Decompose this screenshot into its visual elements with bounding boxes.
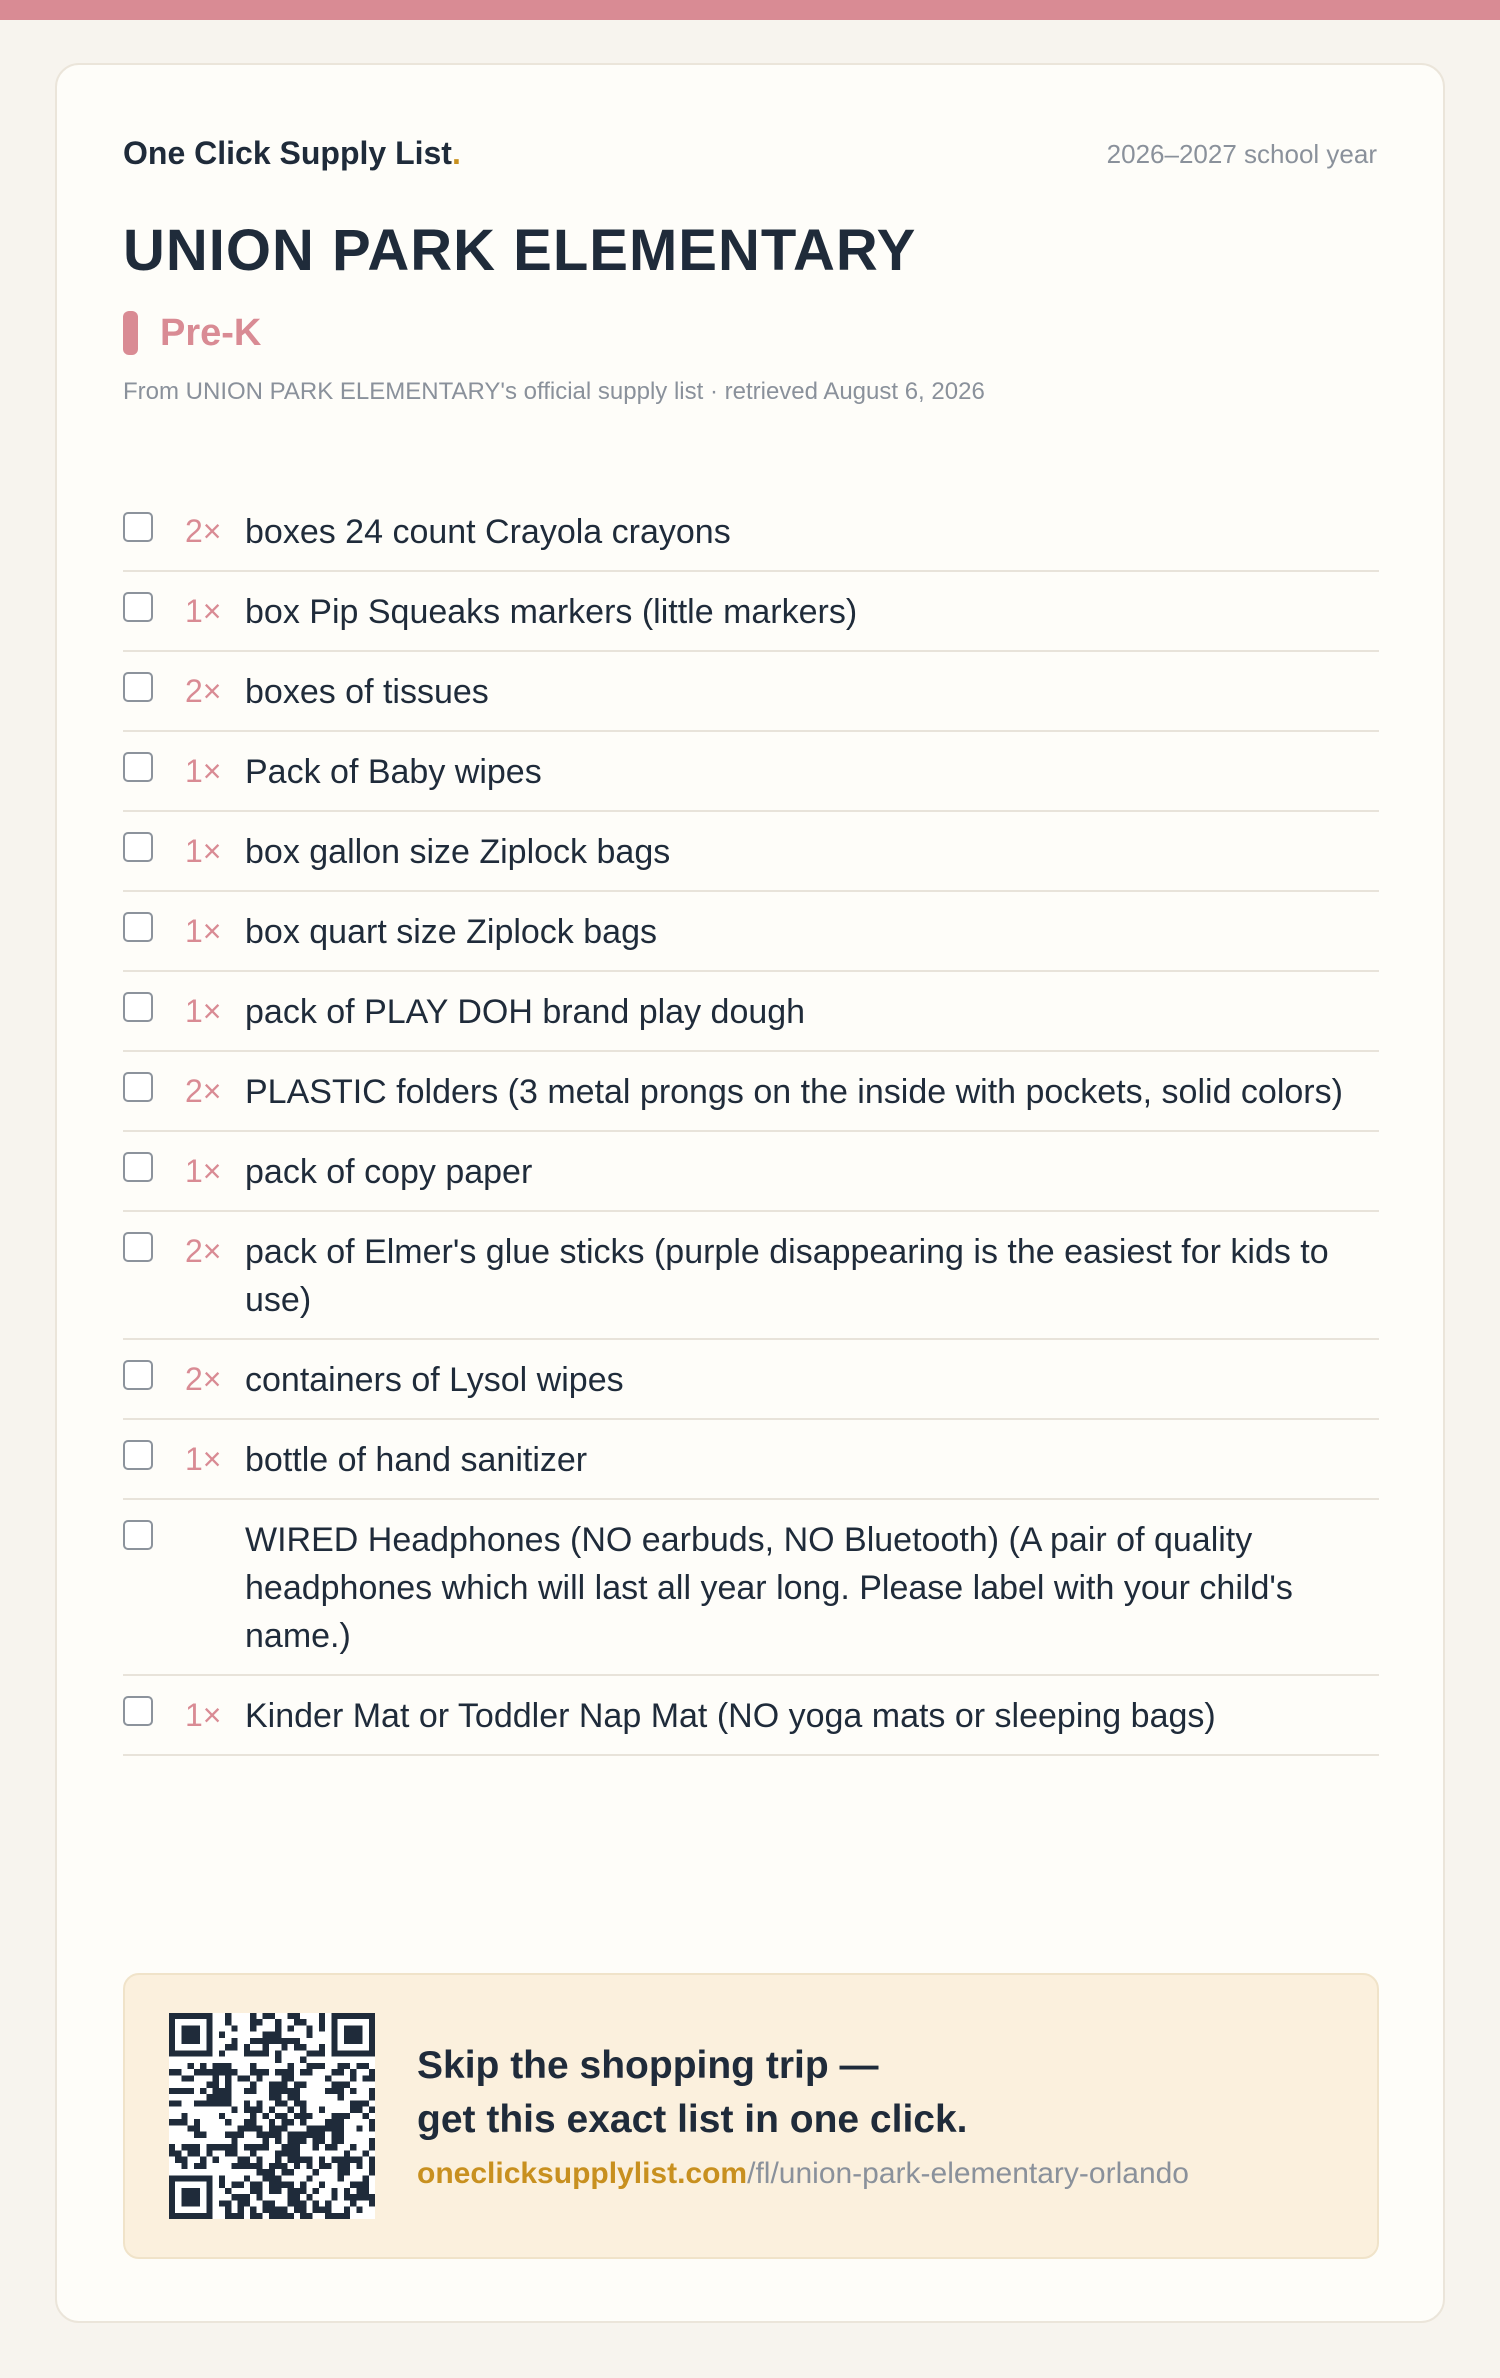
list-item (123, 1132, 1379, 1212)
item-quantity: 1× (185, 913, 222, 949)
item-name: PLASTIC folders (3 metal prongs on the inside with pockets, solid colors) (245, 1073, 1343, 1111)
item-quantity: 1× (185, 1153, 222, 1189)
brand-name: One Click Supply List. (123, 135, 461, 171)
item-name: box gallon size Ziplock bags (245, 833, 671, 871)
item-checkbox[interactable] (123, 832, 153, 862)
school-name: UNION PARK ELEMENTARY (123, 218, 917, 283)
item-checkbox[interactable] (123, 1360, 153, 1390)
item-quantity: 2× (185, 1073, 222, 1109)
grade-heading (123, 311, 261, 355)
item-name: pack of PLAY DOH brand play dough (245, 993, 806, 1031)
item-quantity: 1× (185, 1697, 222, 1733)
item-name: boxes of tissues (245, 673, 489, 711)
item-checkbox[interactable] (123, 1520, 153, 1550)
item-checkbox[interactable] (123, 1696, 153, 1726)
item-checkbox[interactable] (123, 1440, 153, 1470)
item-checkbox[interactable] (123, 1232, 153, 1262)
list-item (123, 1676, 1379, 1756)
item-name: boxes 24 count Crayola crayons (245, 513, 731, 551)
source-note: From UNION PARK ELEMENTARY's official supply list · retrieved August 6, 2026 (123, 378, 985, 405)
promo-headline-line-2: get this exact list in one click. (417, 2098, 968, 2141)
school-year: 2026–2027 school year (1106, 139, 1377, 169)
grade-label: Pre-K (160, 311, 262, 354)
item-name: pack of Elmer's glue sticks (purple disappearing is the easiest for kids to use) (245, 1233, 1329, 1319)
item-checkbox[interactable] (123, 912, 153, 942)
item-checkbox[interactable] (123, 1072, 153, 1102)
supply-item-list (123, 492, 1379, 1756)
list-item (123, 1500, 1379, 1676)
item-quantity: 1× (185, 993, 222, 1029)
list-item (123, 1212, 1379, 1340)
item-checkbox[interactable] (123, 512, 153, 542)
list-item (123, 812, 1379, 892)
list-item (123, 572, 1379, 652)
promo-headline (417, 2039, 968, 2147)
item-name: Kinder Mat or Toddler Nap Mat (NO yoga mats or sleeping bags) (245, 1697, 1216, 1735)
grade-marker (123, 311, 138, 355)
list-item (123, 892, 1379, 972)
item-name: Pack of Baby wipes (245, 753, 542, 791)
promo-link-domain: oneclicksupplylist.com (417, 2157, 748, 2190)
promo-headline-line-1: Skip the shopping trip — (417, 2044, 879, 2087)
list-item (123, 492, 1379, 572)
list-item (123, 1052, 1379, 1132)
item-quantity: 1× (185, 1441, 222, 1477)
item-quantity: 1× (185, 593, 222, 629)
promo-link[interactable] (417, 2157, 1189, 2191)
item-name: WIRED Headphones (NO earbuds, NO Bluetooth) (A pair of quality headphones which will last all year long. Please label with your child's name.) (245, 1521, 1293, 1655)
list-item (123, 1420, 1379, 1500)
promo-box (123, 1973, 1379, 2259)
item-checkbox[interactable] (123, 592, 153, 622)
item-quantity: 1× (185, 753, 222, 789)
list-item (123, 732, 1379, 812)
item-name: box Pip Squeaks markers (little markers) (245, 593, 858, 631)
item-checkbox[interactable] (123, 672, 153, 702)
promo-link-path: /fl/union-park-elementary-orlando (747, 2157, 1189, 2190)
item-name: bottle of hand sanitizer (245, 1441, 588, 1479)
item-quantity: 2× (185, 673, 222, 709)
supply-list-card (55, 63, 1445, 2323)
qr-code-icon[interactable] (169, 2013, 375, 2219)
item-quantity: 2× (185, 1361, 222, 1397)
item-name: pack of copy paper (245, 1153, 533, 1191)
item-quantity: 2× (185, 1233, 222, 1269)
list-item (123, 1340, 1379, 1420)
item-name: containers of Lysol wipes (245, 1361, 624, 1399)
item-checkbox[interactable] (123, 1152, 153, 1182)
item-quantity: 1× (185, 833, 222, 869)
item-checkbox[interactable] (123, 992, 153, 1022)
item-name: box quart size Ziplock bags (245, 913, 657, 951)
item-checkbox[interactable] (123, 752, 153, 782)
top-accent-bar (0, 0, 1500, 20)
list-item (123, 652, 1379, 732)
list-item (123, 972, 1379, 1052)
item-quantity: 2× (185, 513, 222, 549)
